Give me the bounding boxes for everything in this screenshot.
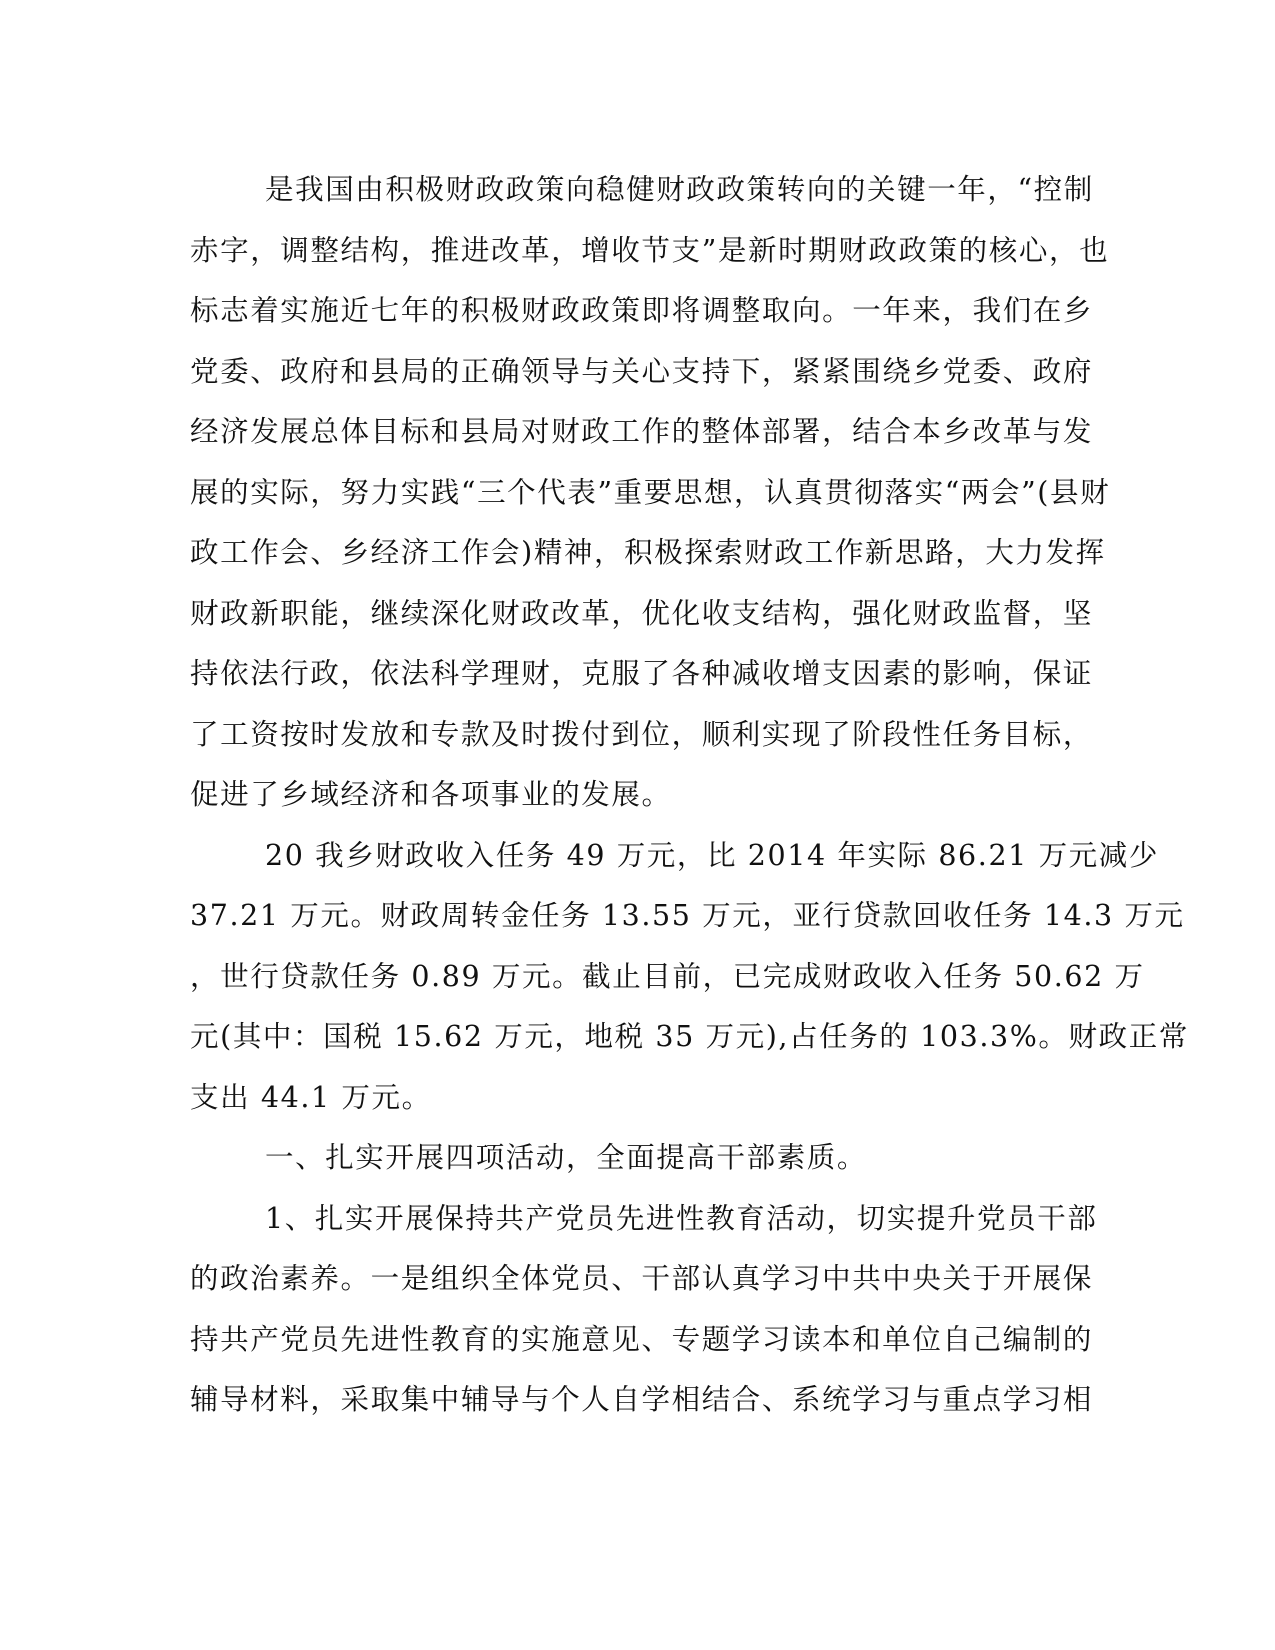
text-line: 经济发展总体目标和县局对财政工作的整体部署，结合本乡改革与发 [190, 415, 1094, 448]
text-line: 是我国由积极财政政策向稳健财政政策转向的关键一年，“控制 [265, 173, 1094, 206]
paragraph-party-education [190, 1189, 1098, 1431]
text-line: 持共产党员先进性教育的实施意见、专题学习读本和单位自己编制的 [190, 1322, 1094, 1356]
text-line: 20 我乡财政收入任务 49 万元，比 2014 年实际 86.21 万元减少 [265, 838, 1159, 872]
document-body [190, 160, 1189, 1431]
text-line: 赤字，调整结构，推进改革，增收节支”是新时期财政政策的核心，也 [190, 233, 1110, 267]
text-line: 促进了乡域经济和各项事业的发展。 [190, 778, 672, 811]
text-line: 标志着实施近七年的积极财政政策即将调整取向。一年来，我们在乡 [190, 294, 1094, 327]
paragraph-fiscal-policy-summary [190, 160, 1111, 826]
text-line: 财政新职能，继续深化财政改革，优化收支结构，强化财政监督，坚 [190, 596, 1094, 630]
text-line: 党委、政府和县局的正确领导与关心支持下，紧紧围绕乡党委、政府 [190, 354, 1094, 388]
text-line: 37.21 万元。财政周转金任务 13.55 万元，亚行贷款回收任务 14.3 万元 [190, 899, 1185, 932]
text-line: 支出 44.1 万元。 [190, 1080, 432, 1114]
text-line: 展的实际，努力实践“三个代表”重要思想，认真贯彻落实“两会”(县财 [190, 475, 1111, 509]
text-line: 政工作会、乡经济工作会)精神，积极探索财政工作新思路，大力发挥 [190, 536, 1106, 569]
paragraph-revenue-figures [190, 826, 1189, 1129]
text-line: 的政治素养。一是组织全体党员、干部认真学习中共中央关于开展保 [190, 1262, 1094, 1295]
text-line: 了工资按时发放和专款及时拨付到位，顺利实现了阶段性任务目标， [190, 717, 1094, 751]
heading-line: 一、扎实开展四项活动，全面提高干部素质。 [265, 1141, 868, 1174]
text-line: 持依法行政，依法科学理财，克服了各种减收增支因素的影响，保证 [190, 657, 1094, 690]
text-line: 1、扎实开展保持共产党员先进性教育活动，切实提升党员干部 [265, 1201, 1098, 1235]
text-line: ，世行贷款任务 0.89 万元。截止目前，已完成财政收入任务 50.62 万 [190, 959, 1145, 993]
text-line: 元(其中：国税 15.62 万元，地税 35 万元),占任务的 103.3%。财政正常 [190, 1020, 1189, 1053]
section-heading-1 [190, 1128, 1070, 1189]
text-line: 辅导材料，采取集中辅导与个人自学相结合、系统学习与重点学习相 [190, 1383, 1094, 1416]
